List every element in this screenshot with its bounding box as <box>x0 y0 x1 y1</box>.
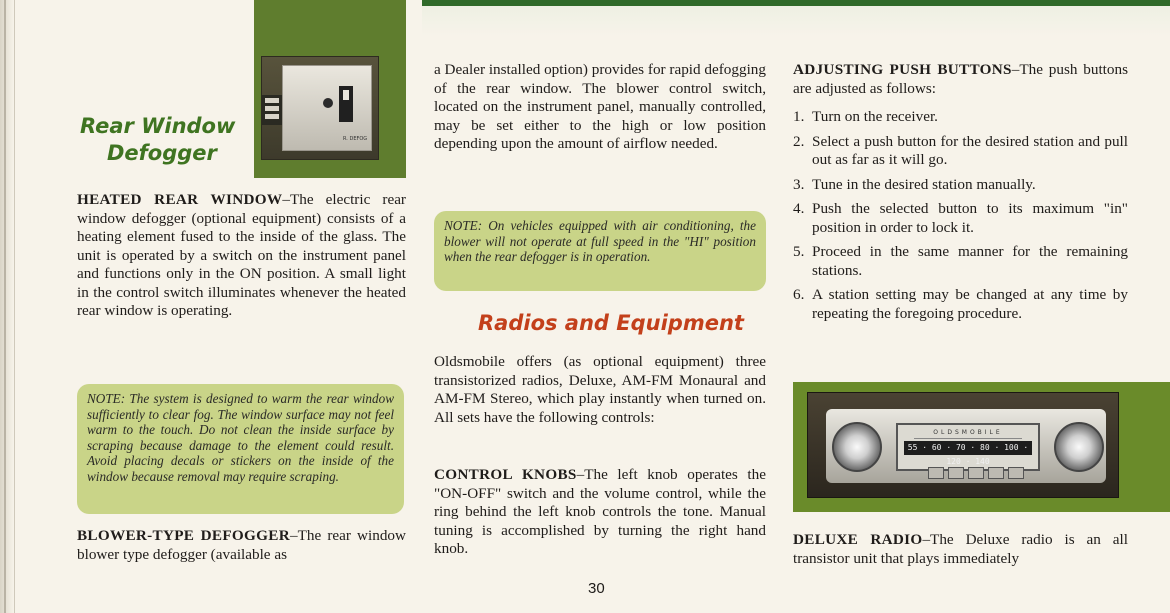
preset-buttons <box>928 467 1024 479</box>
step-text: Select a push button for the desired station and pull out as far as it will go. <box>812 132 1128 168</box>
list-item <box>793 176 1128 195</box>
step-number: 5. <box>793 243 805 260</box>
radios-section-title: Radios and Equipment <box>478 311 744 335</box>
push-heading: ADJUSTING PUSH BUTTONS <box>793 61 1012 78</box>
page-number: 30 <box>588 580 605 597</box>
defogger-switch-image <box>261 56 379 160</box>
heated-note: NOTE: The system is designed to warm the rear window sufficiently to clear fog. The window surface may not feel warm to the touch. Do not clean the inside surface by scraping because damage to the element could result. Avoid placing decals or stickers on the inside of the window because removal may require scraping. <box>77 384 404 514</box>
step-text: A station setting may be changed at any time by repeating the foregoing procedure. <box>812 286 1128 322</box>
tuning-dial <box>896 423 1040 471</box>
step-text: Turn on the receiver. <box>812 108 938 125</box>
deluxe-radio-image <box>793 382 1170 512</box>
radio-face <box>807 392 1119 498</box>
list-item <box>793 243 1128 280</box>
heated-heading: HEATED REAR WINDOW <box>77 191 283 208</box>
switch-label: R. DEFOG <box>343 136 368 142</box>
preset-button <box>948 467 964 479</box>
step-number: 2. <box>793 132 805 150</box>
list-item <box>793 133 1128 170</box>
deluxe-heading: DELUXE RADIO <box>793 531 923 548</box>
list-item <box>793 108 1128 127</box>
top-fade <box>422 6 1170 36</box>
deluxe-body: –The Deluxe radio is an all transistor unit that plays immediately <box>793 531 1128 567</box>
radios-intro-paragraph: Oldsmobile offers (as optional equipment) three transistorized radios, Deluxe, AM-FM Monaural and AM-FM Stereo, which play instantly when turned on. All sets have the following controls: <box>434 353 766 426</box>
preset-button <box>968 467 984 479</box>
radio-chrome-panel <box>826 409 1106 483</box>
preset-button <box>928 467 944 479</box>
step-number: 3. <box>793 175 805 193</box>
section-title-line-1: Rear Window <box>80 114 236 138</box>
step-number: 6. <box>793 286 805 303</box>
page-spine <box>0 0 15 613</box>
volume-knob-icon <box>832 422 882 472</box>
control-knobs-paragraph <box>434 466 766 559</box>
section-title-line-2: Defogger <box>107 141 217 165</box>
push-buttons-paragraph <box>793 61 1128 98</box>
push-intro: –The push buttons are adjusted as follows: <box>793 61 1128 97</box>
control-heading: CONTROL KNOBS <box>434 466 577 483</box>
blower-continued-paragraph: a Dealer installed option) provides for rapid defogging of the rear window. The blower control switch, located on the instrument panel, manually controlled, may be set either to the high or low position depending upon the amount of airflow needed. <box>434 61 766 152</box>
list-item <box>793 200 1128 237</box>
control-body: –The left knob operates the "ON-OFF" switch and the volume control, while the ring behind the left knob controls the tone. Manual tuning is accomplished by turning the right hand knob. <box>434 466 766 557</box>
step-text: Push the selected button to its maximum "in" position in order to lock it. <box>812 200 1128 236</box>
blower-note: NOTE: On vehicles equipped with air conditioning, the blower will not operate at full speed in the "HI" position when the rear defogger is in operation. <box>434 211 766 291</box>
blower-heading: BLOWER-TYPE DEFOGGER <box>77 527 290 544</box>
push-button-steps <box>793 108 1128 329</box>
deluxe-radio-paragraph <box>793 531 1128 568</box>
switch-strip <box>262 95 282 125</box>
step-number: 4. <box>793 200 805 217</box>
dial-scale: 55 · 60 · 70 · 80 · 100 · 120 · 140 <box>904 441 1032 455</box>
blower-paragraph <box>77 527 406 564</box>
preset-button <box>1008 467 1024 479</box>
list-item <box>793 286 1128 323</box>
heated-rear-window-paragraph <box>77 191 406 321</box>
heated-body: –The electric rear window defogger (optional equipment) consists of a heating element fused to the inside of the glass. The unit is operated by a switch on the instrument panel and functions only in the ON position. A small light in the control switch illuminates whenever the heated rear window is operating. <box>77 191 406 319</box>
step-number: 1. <box>793 108 805 125</box>
blower-body: –The rear window blower type defogger (available as <box>77 527 406 563</box>
step-text: Proceed in the same manner for the remaining stations. <box>812 243 1128 279</box>
switch-plate <box>282 65 372 151</box>
switch-toggle-highlight <box>343 90 349 100</box>
tuning-knob-icon <box>1054 422 1104 472</box>
indicator-lamp <box>323 98 333 108</box>
radio-brand: OLDSMOBILE <box>914 429 1022 439</box>
preset-button <box>988 467 1004 479</box>
step-text: Tune in the desired station manually. <box>812 175 1036 193</box>
